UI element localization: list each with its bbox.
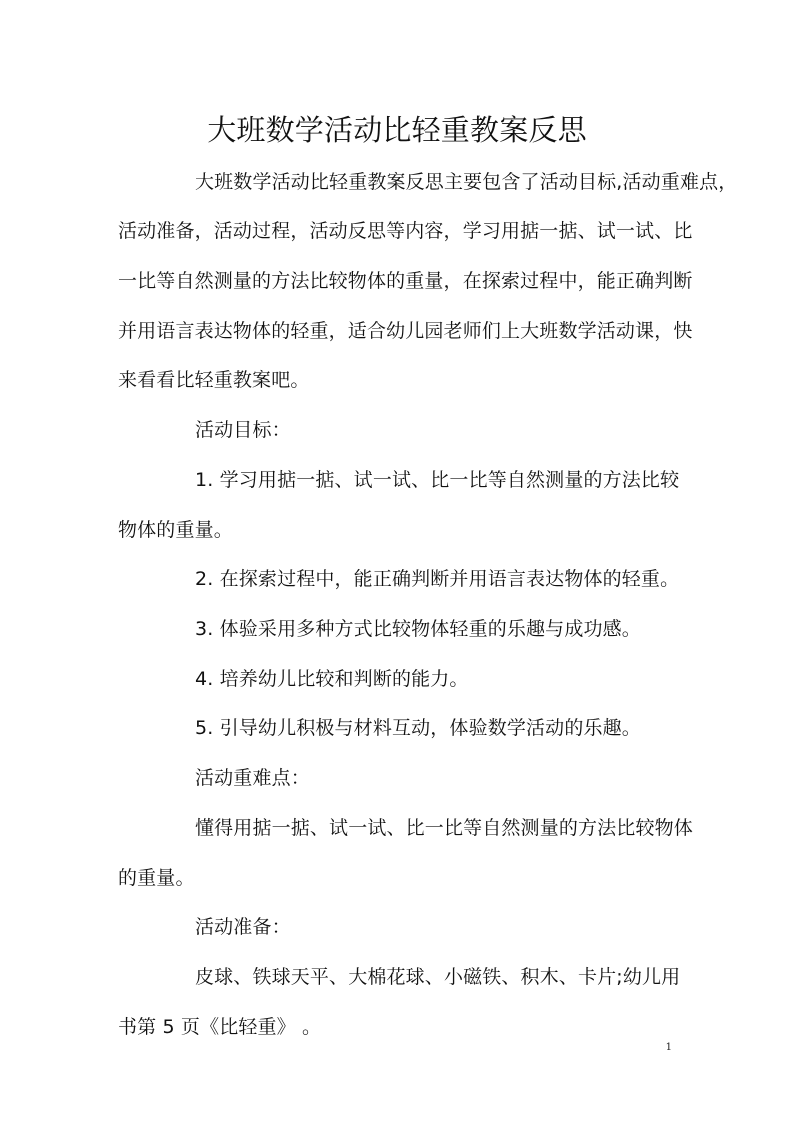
goal-item-2: 2. 在探索过程中，能正确判断并用语言表达物体的轻重。 [195,568,680,590]
section-heading-preparation: 活动准备： [195,916,291,938]
paragraph-line-4: 并用语言表达物体的轻重，适合幼儿园老师们上大班数学活动课，快 [118,320,693,342]
goal-item-4: 4. 培养幼儿比较和判断的能力。 [195,668,469,690]
goal-item-3: 3. 体验采用多种方式比较物体轻重的乐趣与成功感。 [195,618,641,640]
section-heading-goals: 活动目标： [195,419,291,441]
paragraph-line-5: 来看看比轻重教案吧。 [118,369,310,391]
goal-item-1-line-2: 物体的重量。 [118,519,233,541]
page-number: 1 [665,1042,672,1053]
key-points-line-2: 的重量。 [118,867,195,889]
preparation-line-1: 皮球、铁球天平、大棉花球、小磁铁、积木、卡片;幼儿用 [195,966,681,988]
section-heading-key-points: 活动重难点： [195,767,310,789]
goal-item-5: 5. 引导幼儿积极与材料互动，体验数学活动的乐趣。 [195,717,641,739]
preparation-line-2: 书第 5 页《比轻重》 。 [118,1016,322,1038]
key-points-line-1: 懂得用掂一掂、试一试、比一比等自然测量的方法比较物体 [195,817,693,839]
paragraph-line-3: 一比等自然测量的方法比较物体的重量，在探索过程中，能正确判断 [118,270,693,292]
document-title: 大班数学活动比轻重教案反思 [207,113,587,148]
goal-item-1-line-1: 1. 学习用掂一掂、试一试、比一比等自然测量的方法比较 [195,469,680,491]
paragraph-line-1: 大班数学活动比轻重教案反思主要包含了活动目标,活动重难点， [195,171,738,193]
paragraph-line-2: 活动准备，活动过程，活动反思等内容，学习用掂一掂、试一试、比 [118,220,693,242]
